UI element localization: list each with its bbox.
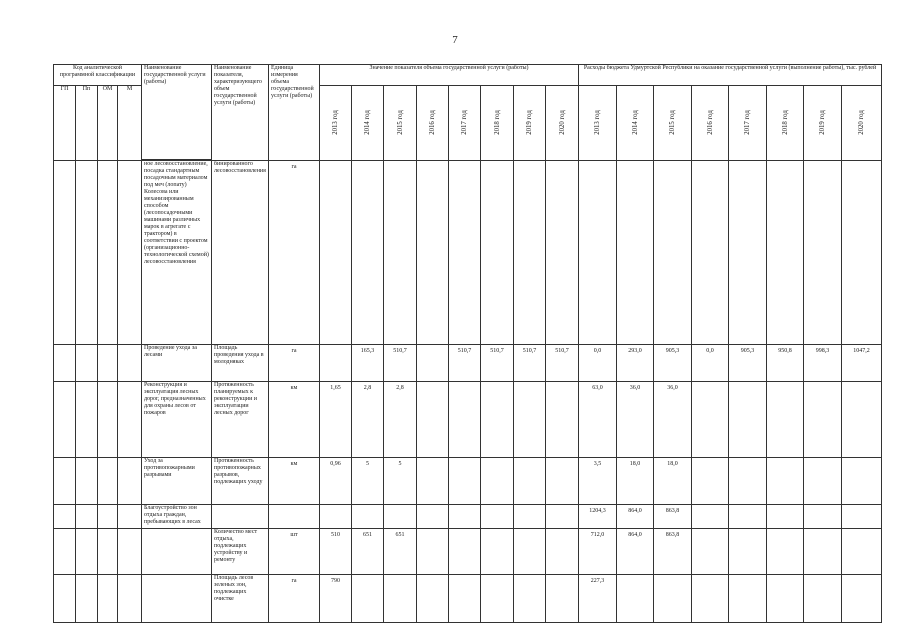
expense-year-2015: 2015 год [654,86,692,161]
volume-value-cell [384,161,417,345]
expense-value-cell [767,458,804,505]
expense-value-cell [692,458,729,505]
code-col-pp: Пп [76,86,98,161]
unit-cell: га [269,161,320,345]
code-om-cell [98,575,118,623]
unit-header: Единица измерения объема государственной услуги (работы) [269,65,320,161]
expense-value-cell: 0,0 [579,345,617,382]
indicator-name-cell: бинированного лесовосстановления [212,161,269,345]
code-m-cell [118,458,142,505]
expense-value-cell: 36,0 [617,382,654,458]
code-gp-cell [54,161,76,345]
volume-value-cell [384,505,417,529]
volume-value-cell [481,458,514,505]
volume-value-cell [514,161,546,345]
service-name-header: Наименование государственной услуги (работы) [142,65,212,160]
indicator-name-cell: Площадь проведения ухода в молодняках [212,345,269,382]
table-row [54,505,882,529]
expense-year-2013: 2013 год [579,86,617,161]
expense-value-cell [842,382,882,458]
volume-value-cell [546,458,579,505]
unit-cell: км [269,382,320,458]
volume-value-cell [449,529,481,575]
volume-value-cell [514,575,546,623]
expense-value-cell: 864,0 [617,529,654,575]
code-m-cell [118,382,142,458]
expense-value-cell [842,458,882,505]
expense-value-cell [692,505,729,529]
expense-value-cell [654,575,692,623]
code-pp-cell [76,458,98,505]
volume-value-cell [481,575,514,623]
indicator-name-cell [212,505,269,529]
code-m-cell [118,575,142,623]
volume-group-header: Значение показателя объема государственной услуги (работы) [320,65,579,86]
volume-value-cell: 2,8 [384,382,417,458]
page-number: 7 [452,34,458,46]
unit-cell [269,505,320,529]
volume-value-cell: 0,96 [320,458,352,505]
expense-value-cell: 905,3 [729,345,767,382]
code-om-cell [98,382,118,458]
volume-value-cell: 510,7 [546,345,579,382]
volume-value-cell [481,161,514,345]
volume-value-cell [514,382,546,458]
volume-value-cell [546,575,579,623]
volume-value-cell [417,345,449,382]
volume-value-cell [384,575,417,623]
expense-value-cell [579,161,617,345]
expense-value-cell [729,458,767,505]
expense-value-cell [654,161,692,345]
volume-value-cell: 510,7 [514,345,546,382]
code-gp-cell [54,345,76,382]
code-m-cell [118,345,142,382]
code-pp-cell [76,345,98,382]
expense-value-cell: 1047,2 [842,345,882,382]
expense-year-2014: 2014 год [617,86,654,161]
volume-value-cell [352,505,384,529]
header-row-top [54,65,882,86]
code-m-cell [118,529,142,575]
expense-value-cell [729,529,767,575]
volume-value-cell [449,382,481,458]
volume-value-cell [546,505,579,529]
volume-value-cell [546,382,579,458]
expense-value-cell [804,575,842,623]
code-gp-cell [54,382,76,458]
expense-value-cell [842,575,882,623]
volume-value-cell: 1,65 [320,382,352,458]
code-gp-cell [54,575,76,623]
expense-value-cell: 18,0 [654,458,692,505]
volume-value-cell [320,345,352,382]
volume-value-cell [514,505,546,529]
volume-value-cell: 5 [384,458,417,505]
service-name-cell: Проведение ухода за лесами [142,345,212,382]
table-row [54,161,882,345]
expense-value-cell: 950,8 [767,345,804,382]
volume-value-cell: 790 [320,575,352,623]
expense-value-cell: 864,0 [617,505,654,529]
table-body [54,161,882,623]
code-col-gp: ГП [54,86,76,161]
expense-value-cell [767,529,804,575]
volume-value-cell [417,458,449,505]
volume-value-cell [481,529,514,575]
expense-value-cell [692,382,729,458]
expense-value-cell [729,161,767,345]
expense-value-cell: 998,3 [804,345,842,382]
expense-value-cell: 293,0 [617,345,654,382]
volume-value-cell: 510,7 [384,345,417,382]
code-gp-cell [54,505,76,529]
volume-value-cell [320,161,352,345]
volume-year-2018: 2018 год [481,86,514,161]
table-row [54,458,882,505]
expense-value-cell [692,575,729,623]
volume-value-cell [546,529,579,575]
indicator-name-cell: Протяженность планируемых к реконструкции и эксплуатации лесных дорог [212,382,269,458]
volume-value-cell [417,575,449,623]
expense-value-cell [842,529,882,575]
expense-value-cell: 0,0 [692,345,729,382]
volume-value-cell: 510,7 [481,345,514,382]
volume-value-cell [481,505,514,529]
service-name-cell: ное лесовосстановление, посадка стандартным посадочным материалом под меч (лопату) Колесова или механизированным способом (лесопосадочными машинами различных марок в агрегате с трактором) в соответствии с проектом (организационно-технологической схемой) лесовосстановления [142,161,212,345]
code-col-om: ОМ [98,86,118,161]
volume-year-2014: 2014 год [352,86,384,161]
unit-cell: га [269,575,320,623]
unit-cell: га [269,345,320,382]
volume-value-cell: 2,8 [352,382,384,458]
service-name-cell: Реконструкция и эксплуатация лесных дорог, предназначенных для охраны лесов от пожаров [142,382,212,458]
service-name-cell: Уход за противопожарными разрывами [142,458,212,505]
expense-value-cell [729,575,767,623]
services-table [53,64,882,623]
service-name-cell [142,575,212,623]
volume-value-cell [417,382,449,458]
code-om-cell [98,505,118,529]
volume-value-cell [449,575,481,623]
code-pp-cell [76,575,98,623]
table-row [54,345,882,382]
volume-value-cell: 651 [384,529,417,575]
volume-value-cell [417,505,449,529]
expense-value-cell: 863,8 [654,529,692,575]
code-col-m: М [118,86,142,161]
expense-value-cell [729,505,767,529]
code-pp-cell [76,529,98,575]
volume-value-cell: 510,7 [449,345,481,382]
volume-value-cell [352,161,384,345]
volume-value-cell: 165,3 [352,345,384,382]
service-name-cell [142,529,212,575]
indicator-name-header: Наименование показателя, характеризующего объем государственной услуги (работы) [212,65,269,161]
expense-value-cell [617,575,654,623]
expense-year-2016: 2016 год [692,86,729,161]
expense-value-cell: 36,0 [654,382,692,458]
expense-value-cell: 63,0 [579,382,617,458]
code-om-cell [98,161,118,345]
volume-year-2013: 2013 год [320,86,352,161]
table-row [54,575,882,623]
expense-value-cell [804,505,842,529]
code-pp-cell [76,505,98,529]
expense-value-cell [842,505,882,529]
table-row [54,529,882,575]
volume-value-cell [417,161,449,345]
expense-value-cell [804,529,842,575]
expense-value-cell [617,161,654,345]
expense-year-2018: 2018 год [767,86,804,161]
volume-year-2019: 2019 год [514,86,546,161]
code-m-cell [118,161,142,345]
expense-value-cell: 18,0 [617,458,654,505]
table-row [54,382,882,458]
expense-year-2020: 2020 год [842,86,882,161]
expense-value-cell: 863,8 [654,505,692,529]
volume-value-cell [320,505,352,529]
code-pp-cell [76,382,98,458]
volume-year-2020: 2020 год [546,86,579,161]
unit-cell: км [269,458,320,505]
code-om-cell [98,458,118,505]
volume-value-cell [514,529,546,575]
expense-value-cell: 905,3 [654,345,692,382]
volume-value-cell [449,505,481,529]
volume-value-cell [449,458,481,505]
expense-value-cell [692,529,729,575]
code-om-cell [98,529,118,575]
expense-year-2017: 2017 год [729,86,767,161]
indicator-name-cell: Площадь лесов зеленых зон, подлежащих очистке [212,575,269,623]
expense-value-cell [804,458,842,505]
expense-value-cell [767,161,804,345]
code-group-header: Код аналитической программной классификации [54,65,142,86]
volume-value-cell [352,575,384,623]
volume-year-2016: 2016 год [417,86,449,161]
expense-value-cell [842,161,882,345]
expense-value-cell [767,382,804,458]
volume-value-cell [546,161,579,345]
expense-value-cell [767,505,804,529]
expense-group-header: Расходы бюджета Удмуртской Республики на оказание государственной услуги (выполнение работы), тыс. рублей [579,65,882,86]
volume-value-cell [449,161,481,345]
volume-value-cell [417,529,449,575]
expense-year-2019: 2019 год [804,86,842,161]
unit-cell: шт [269,529,320,575]
expense-value-cell: 1204,3 [579,505,617,529]
volume-year-2017: 2017 год [449,86,481,161]
expense-value-cell: 3,5 [579,458,617,505]
service-name-cell: Благоустройство зон отдыха граждан, пребывающих в лесах [142,505,212,529]
code-gp-cell [54,529,76,575]
expense-value-cell [804,161,842,345]
expense-value-cell [804,382,842,458]
indicator-name-cell: Количество мест отдыха, подлежащих устройству и ремонту [212,529,269,575]
volume-value-cell [514,458,546,505]
volume-value-cell [481,382,514,458]
expense-value-cell [692,161,729,345]
volume-value-cell: 510 [320,529,352,575]
expense-value-cell [729,382,767,458]
code-om-cell [98,345,118,382]
code-gp-cell [54,458,76,505]
code-m-cell [118,505,142,529]
expense-value-cell: 712,0 [579,529,617,575]
volume-value-cell: 651 [352,529,384,575]
volume-value-cell: 5 [352,458,384,505]
expense-value-cell: 227,3 [579,575,617,623]
code-pp-cell [76,161,98,345]
volume-year-2015: 2015 год [384,86,417,161]
indicator-name-cell: Протяженность противопожарных разрывов, подлежащих уходу [212,458,269,505]
expense-value-cell [767,575,804,623]
